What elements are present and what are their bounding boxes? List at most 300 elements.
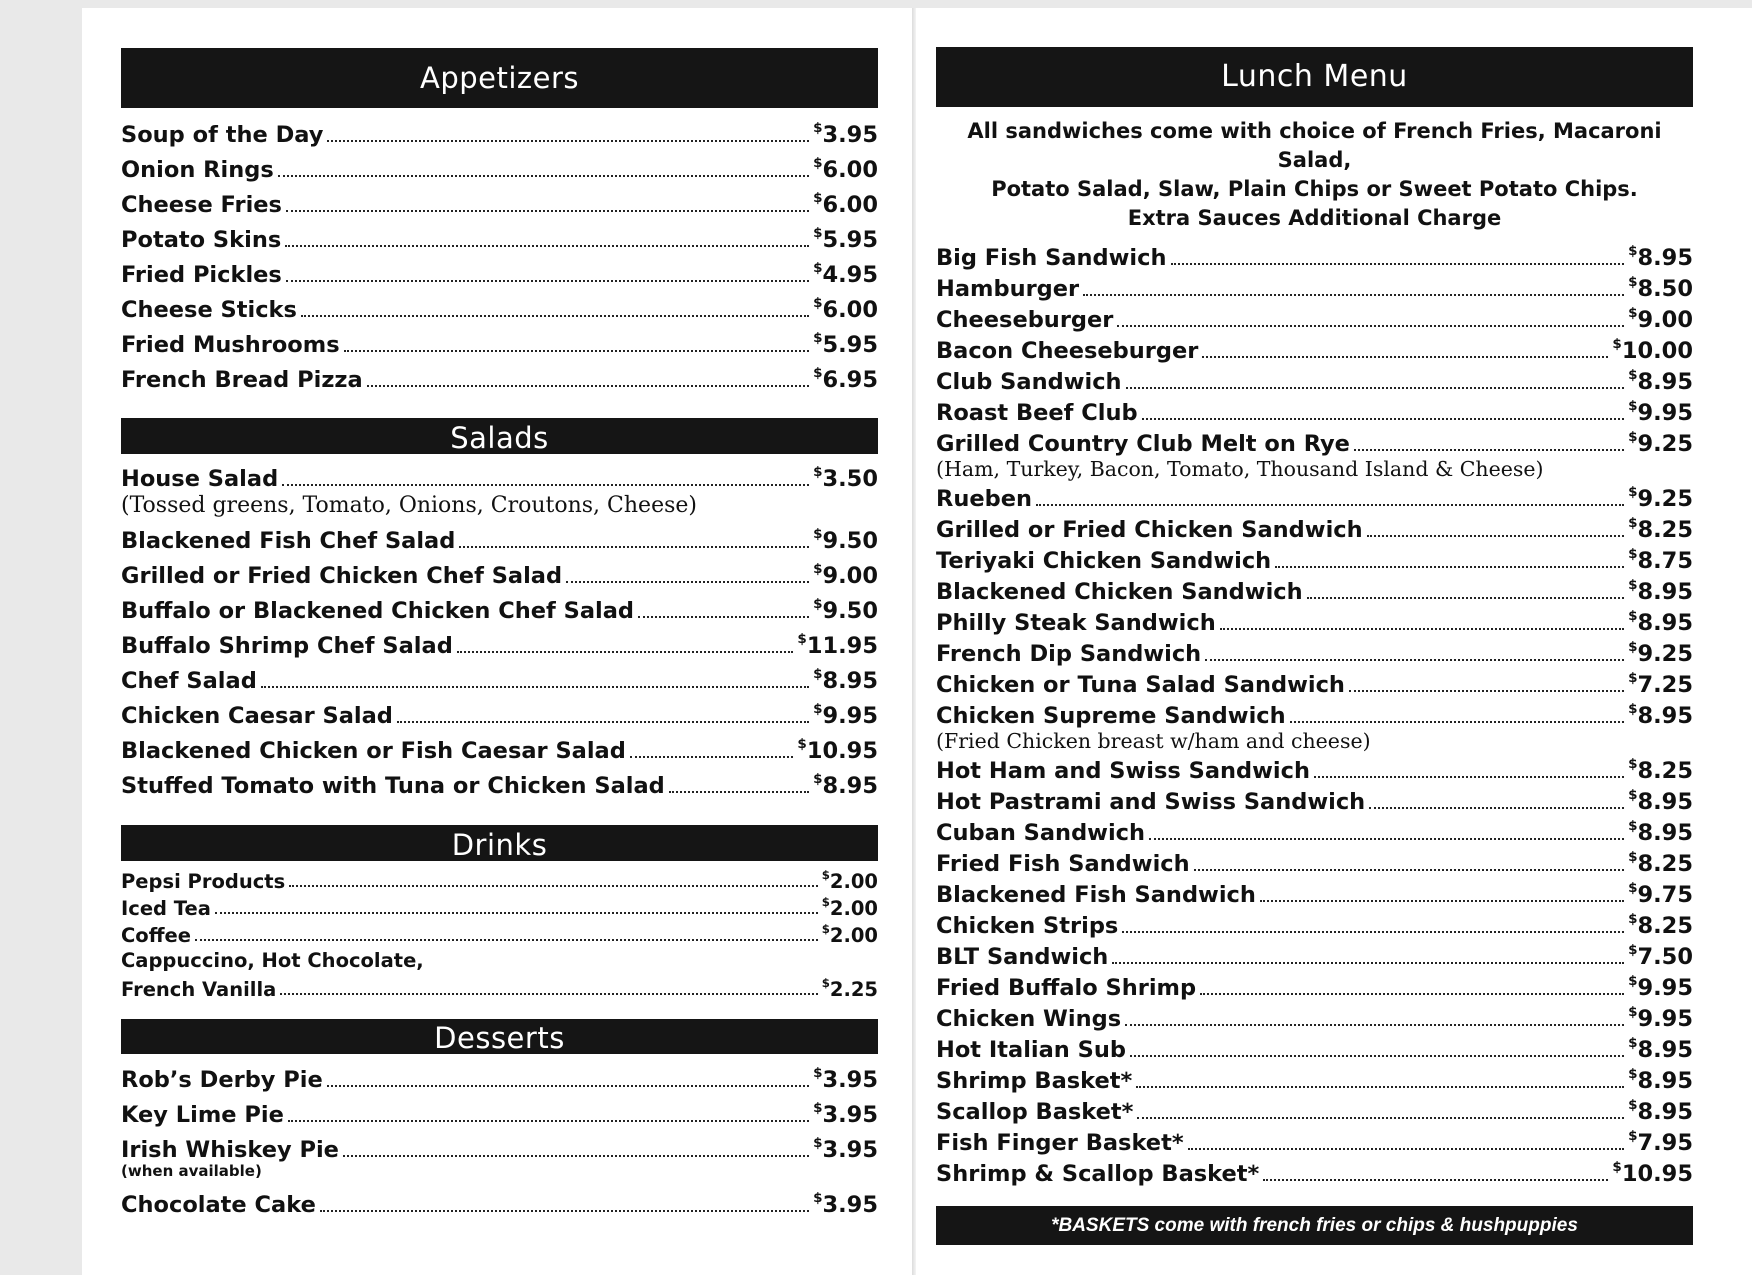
item-price bbox=[1628, 1065, 1693, 1094]
item-name: Fried Pickles bbox=[121, 262, 282, 288]
dot-leader bbox=[195, 939, 818, 941]
dot-leader bbox=[1137, 1117, 1624, 1119]
dot-leader bbox=[1112, 962, 1624, 964]
lunch-intro bbox=[936, 117, 1693, 233]
currency-symbol: $ bbox=[813, 154, 823, 171]
dot-leader bbox=[1354, 449, 1624, 451]
price-value: 5.95 bbox=[822, 227, 878, 253]
item-name: Hot Pastrami and Swiss Sandwich bbox=[936, 789, 1366, 815]
item-price bbox=[813, 1064, 878, 1093]
currency-symbol: $ bbox=[1628, 397, 1638, 414]
item-name: Buffalo Shrimp Chef Salad bbox=[121, 633, 453, 659]
desserts-item bbox=[121, 1058, 878, 1093]
currency-symbol: $ bbox=[797, 735, 807, 752]
lunch-item bbox=[936, 574, 1693, 605]
price-value: 8.95 bbox=[1637, 1099, 1693, 1125]
price-value: 7.95 bbox=[1637, 1130, 1693, 1156]
price-value: 9.50 bbox=[822, 598, 878, 624]
item-price bbox=[813, 1099, 878, 1128]
drinks-header: Drinks bbox=[121, 825, 878, 861]
lunch-item bbox=[936, 271, 1693, 302]
dot-leader bbox=[1369, 807, 1624, 809]
item-price bbox=[1612, 1158, 1693, 1187]
price-value: 9.95 bbox=[822, 703, 878, 729]
item-name: Irish Whiskey Pie bbox=[121, 1137, 339, 1163]
currency-symbol: $ bbox=[1628, 848, 1638, 865]
currency-symbol: $ bbox=[1628, 514, 1638, 531]
currency-symbol: $ bbox=[1628, 273, 1638, 290]
currency-symbol: $ bbox=[1628, 941, 1638, 958]
currency-symbol: $ bbox=[1628, 638, 1638, 655]
item-name: French Vanilla bbox=[121, 978, 277, 1001]
lunch-item bbox=[936, 939, 1693, 970]
item-price bbox=[1628, 304, 1693, 333]
currency-symbol: $ bbox=[813, 119, 823, 136]
item-price bbox=[1628, 879, 1693, 908]
drinks-item-specialty-label: Cappuccino, Hot Chocolate, bbox=[121, 949, 424, 972]
lunch-item bbox=[936, 364, 1693, 395]
item-price bbox=[1628, 273, 1693, 302]
item-name: Chicken Supreme Sandwich bbox=[936, 703, 1286, 729]
item-name: Chicken Strips bbox=[936, 913, 1119, 939]
price-value: 9.50 bbox=[822, 528, 878, 554]
dot-leader bbox=[566, 581, 809, 583]
dot-leader bbox=[1367, 535, 1624, 537]
dot-leader bbox=[261, 686, 809, 688]
item-price bbox=[1628, 483, 1693, 512]
item-name: Fish Finger Basket* bbox=[936, 1130, 1184, 1156]
item-name: Cheese Fries bbox=[121, 192, 282, 218]
currency-symbol: $ bbox=[1628, 1003, 1638, 1020]
currency-symbol: $ bbox=[1628, 242, 1638, 259]
dot-leader bbox=[1349, 690, 1624, 692]
lunch-item bbox=[936, 1156, 1693, 1187]
item-name: Blackened Chicken or Fish Caesar Salad bbox=[121, 738, 626, 764]
item-price bbox=[1628, 366, 1693, 395]
item-price bbox=[813, 189, 878, 218]
price-value: 9.25 bbox=[1637, 486, 1693, 512]
item-price bbox=[813, 700, 878, 729]
appetizers-item bbox=[121, 358, 878, 393]
price-value: 8.95 bbox=[822, 773, 878, 799]
currency-symbol: $ bbox=[1612, 1158, 1622, 1175]
currency-symbol: $ bbox=[813, 1099, 823, 1116]
item-name: Scallop Basket* bbox=[936, 1099, 1134, 1125]
dot-leader bbox=[320, 1210, 809, 1212]
item-name: Big Fish Sandwich bbox=[936, 245, 1167, 271]
currency-symbol: $ bbox=[813, 525, 823, 542]
item-price bbox=[1628, 972, 1693, 1001]
lunch-intro-line-2: Potato Salad, Slaw, Plain Chips or Sweet Potato Chips. bbox=[991, 177, 1638, 201]
currency-symbol: $ bbox=[813, 224, 823, 241]
lunch-intro-line-3: Extra Sauces Additional Charge bbox=[1127, 206, 1502, 230]
price-value: 3.95 bbox=[822, 1067, 878, 1093]
dot-leader bbox=[638, 616, 809, 618]
appetizers-list bbox=[121, 113, 878, 393]
price-value: 8.95 bbox=[1637, 703, 1693, 729]
item-price bbox=[1628, 428, 1693, 457]
price-value: 7.25 bbox=[1637, 672, 1693, 698]
item-name: Shrimp Basket* bbox=[936, 1068, 1133, 1094]
item-price: $2.25 bbox=[821, 976, 878, 1001]
price-value: 8.75 bbox=[1637, 548, 1693, 574]
price-value: 2.00 bbox=[829, 870, 878, 893]
currency-symbol: $ bbox=[813, 560, 823, 577]
item-name: Rob’s Derby Pie bbox=[121, 1067, 323, 1093]
currency-symbol: $ bbox=[821, 868, 830, 883]
price-value: 8.95 bbox=[1637, 789, 1693, 815]
currency-symbol: $ bbox=[797, 630, 807, 647]
dot-leader bbox=[1036, 504, 1624, 506]
desserts-list bbox=[121, 1058, 878, 1218]
dot-leader bbox=[1117, 325, 1624, 327]
item-price bbox=[1628, 755, 1693, 784]
item-name: Cheese Sticks bbox=[121, 297, 297, 323]
currency-symbol: $ bbox=[1628, 669, 1638, 686]
lunch-item bbox=[936, 426, 1693, 457]
price-value: 10.00 bbox=[1621, 338, 1693, 364]
currency-symbol: $ bbox=[813, 463, 823, 480]
price-value: 2.00 bbox=[829, 897, 878, 920]
item-name: Iced Tea bbox=[121, 897, 211, 920]
lunch-item bbox=[936, 846, 1693, 877]
item-price bbox=[813, 294, 878, 323]
lunch-item bbox=[936, 1032, 1693, 1063]
price-value: 3.50 bbox=[822, 466, 878, 492]
lunch-item bbox=[936, 1125, 1693, 1156]
price-value: 9.00 bbox=[1637, 307, 1693, 333]
currency-symbol: $ bbox=[813, 189, 823, 206]
item-name: Fried Fish Sandwich bbox=[936, 851, 1190, 877]
currency-symbol: $ bbox=[1628, 1127, 1638, 1144]
price-value: 8.95 bbox=[1637, 369, 1693, 395]
dot-leader bbox=[301, 315, 809, 317]
currency-symbol: $ bbox=[813, 259, 823, 276]
dot-leader bbox=[397, 721, 809, 723]
dot-leader bbox=[327, 1085, 809, 1087]
currency-symbol: $ bbox=[1628, 304, 1638, 321]
price-value: 3.95 bbox=[822, 1192, 878, 1218]
appetizers-item bbox=[121, 288, 878, 323]
desserts-header: Desserts bbox=[121, 1019, 878, 1054]
lunch-item bbox=[936, 512, 1693, 543]
item-name: Philly Steak Sandwich bbox=[936, 610, 1216, 636]
price-value: 8.95 bbox=[1637, 245, 1693, 271]
currency-symbol: $ bbox=[1628, 428, 1638, 445]
salads-item bbox=[121, 694, 878, 729]
item-name: Rueben bbox=[936, 486, 1032, 512]
lunch-item bbox=[936, 908, 1693, 939]
item-price bbox=[797, 630, 878, 659]
item-price bbox=[1628, 848, 1693, 877]
dot-leader bbox=[288, 1120, 809, 1122]
item-price bbox=[822, 870, 878, 893]
baskets-footer-note: *BASKETS come with french fries or chips & hushpuppies bbox=[936, 1206, 1693, 1245]
salads-item bbox=[121, 729, 878, 764]
currency-symbol: $ bbox=[1628, 576, 1638, 593]
lunch-item bbox=[936, 784, 1693, 815]
dot-leader bbox=[278, 175, 809, 177]
item-price bbox=[797, 735, 878, 764]
lunch-item bbox=[936, 667, 1693, 698]
dot-leader bbox=[669, 791, 809, 793]
dot-leader bbox=[1200, 993, 1624, 995]
item-price bbox=[813, 1134, 878, 1163]
price-value: 8.25 bbox=[1637, 851, 1693, 877]
salads-item bbox=[121, 764, 878, 799]
item-name: Fried Mushrooms bbox=[121, 332, 340, 358]
price-value: 3.95 bbox=[822, 1137, 878, 1163]
currency-symbol: $ bbox=[813, 1189, 823, 1206]
item-name: Grilled or Fried Chicken Chef Salad bbox=[121, 563, 563, 589]
price-value: 9.25 bbox=[1637, 431, 1693, 457]
dot-leader bbox=[215, 912, 818, 914]
dot-leader bbox=[367, 385, 809, 387]
item-price bbox=[1628, 638, 1693, 667]
drinks-item bbox=[121, 866, 878, 893]
price-value: 8.95 bbox=[1637, 579, 1693, 605]
item-price bbox=[813, 329, 878, 358]
dot-leader bbox=[1171, 263, 1625, 265]
item-name: Chicken Caesar Salad bbox=[121, 703, 393, 729]
currency-symbol: $ bbox=[821, 922, 830, 937]
price-value: 8.50 bbox=[1637, 276, 1693, 302]
price-value: 6.00 bbox=[822, 297, 878, 323]
item-name: Pepsi Products bbox=[121, 870, 286, 893]
lunch-item bbox=[936, 302, 1693, 333]
currency-symbol: $ bbox=[1628, 755, 1638, 772]
drinks-item-specialty bbox=[121, 974, 878, 1001]
item-price bbox=[813, 560, 878, 589]
price-value: 6.95 bbox=[822, 367, 878, 393]
item-name: Teriyaki Chicken Sandwich bbox=[936, 548, 1272, 574]
price-value: 9.95 bbox=[1637, 400, 1693, 426]
salads-item bbox=[121, 589, 878, 624]
item-price bbox=[822, 924, 878, 947]
price-value: 8.25 bbox=[1637, 758, 1693, 784]
dot-leader bbox=[286, 210, 809, 212]
currency-symbol: $ bbox=[1628, 607, 1638, 624]
item-price bbox=[813, 595, 878, 624]
salads-item bbox=[121, 624, 878, 659]
item-price bbox=[813, 119, 878, 148]
item-price bbox=[813, 364, 878, 393]
item-name: Blackened Fish Sandwich bbox=[936, 882, 1256, 908]
appetizers-header: Appetizers bbox=[121, 48, 878, 108]
item-price bbox=[1612, 335, 1693, 364]
item-name: Chocolate Cake bbox=[121, 1192, 316, 1218]
currency-symbol: $ bbox=[813, 294, 823, 311]
lunch-item bbox=[936, 543, 1693, 574]
item-price bbox=[813, 259, 878, 288]
price-value: 10.95 bbox=[1621, 1161, 1693, 1187]
currency-symbol: $ bbox=[1628, 786, 1638, 803]
currency-symbol: $ bbox=[1628, 972, 1638, 989]
lunch-item bbox=[936, 815, 1693, 846]
desserts-item bbox=[121, 1093, 878, 1128]
currency-symbol: $ bbox=[1628, 879, 1638, 896]
lunch-item bbox=[936, 753, 1693, 784]
dot-leader bbox=[282, 484, 809, 486]
item-price bbox=[813, 1189, 878, 1218]
dot-leader bbox=[1122, 931, 1624, 933]
price-value: 8.95 bbox=[822, 668, 878, 694]
item-name: Blackened Fish Chef Salad bbox=[121, 528, 456, 554]
drinks-item bbox=[121, 893, 878, 920]
item-name: Shrimp & Scallop Basket* bbox=[936, 1161, 1260, 1187]
dot-leader bbox=[1202, 356, 1608, 358]
price-value: 8.95 bbox=[1637, 820, 1693, 846]
price-value: 3.95 bbox=[822, 1102, 878, 1128]
item-price bbox=[1628, 514, 1693, 543]
item-name: Soup of the Day bbox=[121, 122, 324, 148]
appetizers-item bbox=[121, 218, 878, 253]
price-value: 8.25 bbox=[1637, 517, 1693, 543]
price-value: 8.25 bbox=[1637, 913, 1693, 939]
dot-leader bbox=[280, 993, 817, 995]
item-name: Hot Ham and Swiss Sandwich bbox=[936, 758, 1310, 784]
item-price bbox=[1628, 397, 1693, 426]
drinks-list bbox=[121, 866, 878, 1001]
lunch-list bbox=[936, 240, 1693, 1187]
item-price bbox=[813, 224, 878, 253]
dot-leader bbox=[1142, 418, 1624, 420]
dot-leader bbox=[1290, 721, 1624, 723]
currency-symbol: $ bbox=[1628, 700, 1638, 717]
item-price bbox=[813, 665, 878, 694]
dot-leader bbox=[630, 756, 794, 758]
dot-leader bbox=[1136, 1086, 1624, 1088]
currency-symbol: $ bbox=[1628, 910, 1638, 927]
dot-leader bbox=[1125, 1024, 1624, 1026]
item-price bbox=[1628, 817, 1693, 846]
item-name: BLT Sandwich bbox=[936, 944, 1109, 970]
dot-leader bbox=[1307, 597, 1624, 599]
item-name: Bacon Cheeseburger bbox=[936, 338, 1199, 364]
lunch-item bbox=[936, 698, 1693, 729]
item-price bbox=[1628, 700, 1693, 729]
dot-leader bbox=[457, 651, 794, 653]
right-column bbox=[936, 0, 1693, 1245]
lunch-item bbox=[936, 636, 1693, 667]
currency-symbol: $ bbox=[1612, 335, 1622, 352]
item-description: (Ham, Turkey, Bacon, Tomato, Thousand Island & Cheese) bbox=[936, 457, 1544, 481]
lunch-item bbox=[936, 1094, 1693, 1125]
salads-item bbox=[121, 554, 878, 589]
lunch-item bbox=[936, 970, 1693, 1001]
desserts-item bbox=[121, 1183, 878, 1218]
dot-leader bbox=[344, 350, 809, 352]
lunch-item bbox=[936, 1063, 1693, 1094]
item-price bbox=[1628, 786, 1693, 815]
dot-leader bbox=[1194, 869, 1624, 871]
dot-leader bbox=[286, 280, 809, 282]
desserts-item bbox=[121, 1128, 878, 1163]
item-description: (Fried Chicken breast w/ham and cheese) bbox=[936, 729, 1371, 753]
item-name: Fried Buffalo Shrimp bbox=[936, 975, 1197, 1001]
currency-symbol: $ bbox=[821, 895, 830, 910]
currency-symbol: $ bbox=[1628, 1096, 1638, 1113]
appetizers-item bbox=[121, 113, 878, 148]
dot-leader bbox=[285, 245, 809, 247]
item-name: Hamburger bbox=[936, 276, 1080, 302]
item-price bbox=[813, 770, 878, 799]
item-name: Roast Beef Club bbox=[936, 400, 1138, 426]
currency-symbol: $ bbox=[1628, 1065, 1638, 1082]
item-price bbox=[813, 525, 878, 554]
appetizers-item bbox=[121, 323, 878, 358]
price-value: 2.00 bbox=[829, 924, 878, 947]
currency-symbol: $ bbox=[1628, 817, 1638, 834]
dot-leader bbox=[1275, 566, 1624, 568]
dot-leader bbox=[289, 885, 818, 887]
price-value: 9.00 bbox=[822, 563, 878, 589]
item-price bbox=[1628, 1003, 1693, 1032]
item-name: Chicken or Tuna Salad Sandwich bbox=[936, 672, 1345, 698]
price-value: 6.00 bbox=[822, 192, 878, 218]
dot-leader bbox=[1130, 1055, 1624, 1057]
dot-leader bbox=[327, 140, 809, 142]
dot-leader bbox=[1314, 776, 1624, 778]
dot-leader bbox=[1263, 1179, 1608, 1181]
currency-symbol: $ bbox=[1628, 545, 1638, 562]
price-value: 8.95 bbox=[1637, 1068, 1693, 1094]
price-value: 3.95 bbox=[822, 122, 878, 148]
lunch-item bbox=[936, 395, 1693, 426]
lunch-menu-header: Lunch Menu bbox=[936, 47, 1693, 107]
item-name: Cheeseburger bbox=[936, 307, 1114, 333]
item-name: Cuban Sandwich bbox=[936, 820, 1146, 846]
dot-leader bbox=[1188, 1148, 1624, 1150]
lunch-item bbox=[936, 333, 1693, 364]
currency-symbol: $ bbox=[813, 595, 823, 612]
price-value: 10.95 bbox=[806, 738, 878, 764]
price-value: 9.75 bbox=[1637, 882, 1693, 908]
currency-symbol: $ bbox=[813, 770, 823, 787]
price-value: 8.95 bbox=[1637, 1037, 1693, 1063]
currency-symbol: $ bbox=[813, 329, 823, 346]
item-name: Hot Italian Sub bbox=[936, 1037, 1126, 1063]
currency-symbol: $ bbox=[813, 700, 823, 717]
currency-symbol: $ bbox=[1628, 1034, 1638, 1051]
price-value: 6.00 bbox=[822, 157, 878, 183]
currency-symbol: $ bbox=[813, 665, 823, 682]
item-name: Grilled Country Club Melt on Rye bbox=[936, 431, 1350, 457]
salads-item bbox=[121, 519, 878, 554]
item-name: Key Lime Pie bbox=[121, 1102, 284, 1128]
price-value: 9.25 bbox=[1637, 641, 1693, 667]
item-name: Club Sandwich bbox=[936, 369, 1122, 395]
dot-leader bbox=[1220, 628, 1624, 630]
item-name: Grilled or Fried Chicken Sandwich bbox=[936, 517, 1363, 543]
currency-symbol: $ bbox=[1628, 483, 1638, 500]
item-description: (Tossed greens, Tomato, Onions, Croutons, Cheese) bbox=[121, 493, 697, 518]
price-value: 9.95 bbox=[1637, 1006, 1693, 1032]
item-price bbox=[1628, 576, 1693, 605]
appetizers-item bbox=[121, 253, 878, 288]
item-name: Chicken Wings bbox=[936, 1006, 1122, 1032]
item-name: Chef Salad bbox=[121, 668, 257, 694]
item-price bbox=[1628, 242, 1693, 271]
item-name: House Salad bbox=[121, 466, 279, 492]
item-description: (when available) bbox=[121, 1162, 262, 1180]
currency-symbol: $ bbox=[813, 1134, 823, 1151]
item-name: Onion Rings bbox=[121, 157, 274, 183]
appetizers-item bbox=[121, 183, 878, 218]
lunch-item bbox=[936, 877, 1693, 908]
item-name: Potato Skins bbox=[121, 227, 282, 253]
left-column bbox=[121, 0, 878, 1218]
